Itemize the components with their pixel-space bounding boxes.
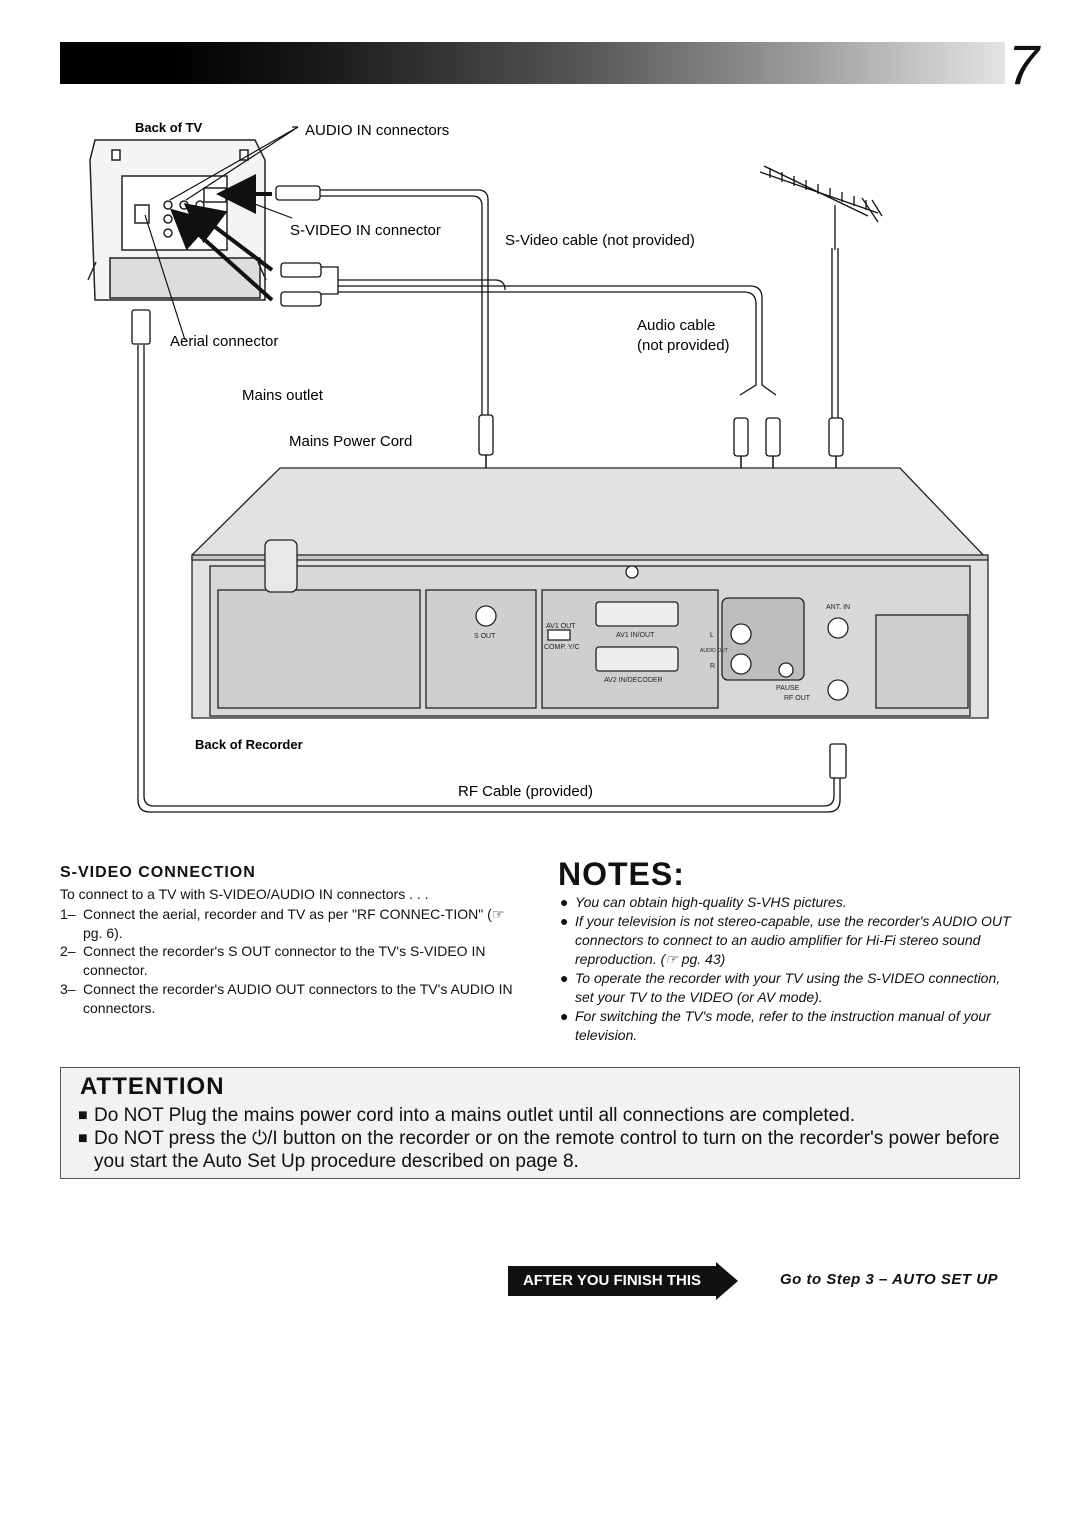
- panel-av1-out-label: AV1 OUT: [546, 623, 576, 630]
- panel-av1-in-out-label: AV1 IN/OUT: [616, 632, 655, 639]
- step-text: Connect the aerial, recorder and TV as per "RF CONNEC-TION" (☞ pg. 6).: [83, 906, 505, 941]
- svideo-connection-intro: To connect to a TV with S-VIDEO/AUDIO IN connectors . . .: [60, 886, 429, 902]
- note-text: For switching the TV's mode, refer to the instruction manual of your television.: [575, 1008, 991, 1043]
- attention-title: ATTENTION: [80, 1073, 225, 1100]
- note-item: [560, 912, 1020, 969]
- svideo-connection-title: S-VIDEO CONNECTION: [60, 864, 256, 881]
- panel-audio-out-label: AUDIO OUT: [700, 648, 728, 654]
- panel-comp-yc-label: COMP. Y/C: [544, 644, 580, 651]
- mains-power-cord-label: Mains Power Cord: [289, 433, 413, 450]
- rf-cable-label: RF Cable (provided): [458, 783, 594, 800]
- audio-in-connectors-label: AUDIO IN connectors: [305, 122, 450, 139]
- attention-item: [78, 1127, 1008, 1173]
- note-text: To operate the recorder with your TV using the S-VIDEO connection, set your TV to the VIDEO (or AV mode).: [575, 970, 1001, 1005]
- attention-text: Do NOT press the ⏻/I button on the recorder or on the remote control to turn on the recorder's power before you start the Auto Set Up procedure described on page 8.: [94, 1128, 1000, 1172]
- panel-s-out-label: S OUT: [474, 633, 496, 640]
- recorder-back-illustration: [192, 468, 988, 718]
- step-text: Connect the recorder's S OUT connector to the TV's S-VIDEO IN connector.: [83, 943, 486, 978]
- audio-cable-label-2: (not provided): [637, 337, 730, 354]
- aerial-connector-label: Aerial connector: [170, 333, 279, 350]
- note-item: [560, 893, 1020, 912]
- goto-next-step: Go to Step 3 – AUTO SET UP: [780, 1271, 999, 1288]
- bullet-icon: ●: [560, 913, 569, 929]
- audio-cable-label: Audio cable: [637, 317, 716, 334]
- step-2: [60, 942, 520, 980]
- bullet-icon: ●: [560, 970, 569, 986]
- svideo-in-connector-label: S-VIDEO IN connector: [290, 222, 441, 239]
- panel-rf-out-label: RF OUT: [784, 695, 811, 702]
- note-text: If your television is not stereo-capable, use the recorder's AUDIO OUT connectors to connect to an audio amplifier for Hi-Fi stereo sound reproduction. (☞ pg. 43): [575, 913, 1011, 967]
- step-number: 3–: [60, 981, 76, 997]
- step-3: [60, 980, 520, 1018]
- back-of-tv-label: Back of TV: [135, 120, 203, 135]
- step-number: 1–: [60, 906, 76, 922]
- panel-l-label: L: [710, 632, 714, 639]
- notes-title: NOTES:: [558, 856, 685, 892]
- panel-r-label: R: [710, 663, 716, 670]
- note-text: You can obtain high-quality S-VHS pictures.: [575, 894, 847, 910]
- step-number: 2–: [60, 943, 76, 959]
- bullet-icon: ●: [560, 894, 569, 910]
- mains-outlet-label: Mains outlet: [242, 387, 323, 404]
- square-bullet-icon: ■: [78, 1107, 88, 1124]
- panel-ant-in-label: ANT. IN: [826, 604, 851, 611]
- panel-pause-label: PAUSE: [776, 685, 800, 692]
- antenna-illustration: [760, 166, 882, 250]
- arrow-right-icon: [716, 1262, 738, 1300]
- attention-item: [78, 1104, 1008, 1127]
- bullet-icon: ●: [560, 1008, 569, 1024]
- note-item: [560, 1007, 1020, 1045]
- svideo-cable-label: S-Video cable (not provided): [505, 232, 695, 249]
- after-you-finish-button: AFTER YOU FINISH THIS STEP: [508, 1266, 716, 1296]
- back-of-recorder-label: Back of Recorder: [195, 737, 303, 752]
- step-1: [60, 905, 520, 943]
- tv-back-illustration: [88, 140, 266, 300]
- page-number: 7: [1008, 33, 1040, 96]
- step-text: Connect the recorder's AUDIO OUT connectors to the TV's AUDIO IN connectors.: [83, 981, 513, 1016]
- square-bullet-icon: ■: [78, 1130, 88, 1147]
- note-item: [560, 969, 1020, 1007]
- attention-text: Do NOT Plug the mains power cord into a mains outlet until all connections are completed.: [94, 1105, 856, 1126]
- panel-av2-in-decoder-label: AV2 IN/DECODER: [604, 677, 663, 684]
